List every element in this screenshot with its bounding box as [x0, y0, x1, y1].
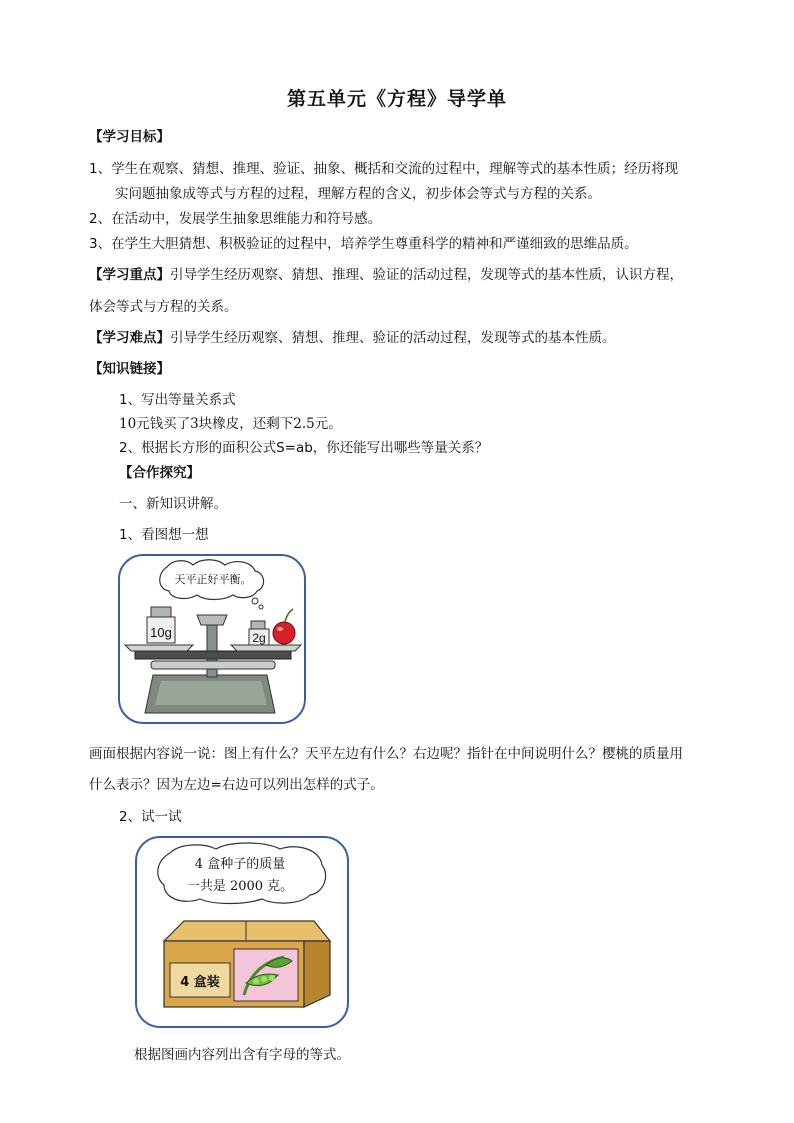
explore-heading: 【合作探究】 — [119, 465, 200, 481]
knowledge-heading: 【知识链接】 — [89, 361, 170, 377]
page-title: 第五单元《方程》导学单 — [286, 88, 507, 110]
question-1-line-1: 画面根据内容说一说：图上有什么？天平左边有什么？右边呢？指针在中间说明什么？樱桃的质量用 — [89, 746, 683, 762]
goals-heading: 【学习目标】 — [89, 129, 170, 145]
knowledge-item-1: 1、写出等量关系式 — [119, 392, 236, 408]
bubble-text: 天平正好平衡。 — [174, 573, 252, 586]
question-1-line-2: 什么表示？因为左边=右边可以列出怎样的式子。 — [89, 777, 384, 793]
goal-3: 3、在学生大胆猜想、积极验证的过程中，培养学生尊重科学的精神和严谨细致的思维品质。 — [89, 236, 638, 252]
goal-1-line-1: 1、学生在观察、猜想、推理、验证、抽象、概括和交流的过程中，理解等式的基本性质；经历将现 — [89, 161, 679, 177]
key-points-text: 引导学生经历观察、猜想、推理、验证的活动过程，发现等式的基本性质，认识方程， — [170, 267, 683, 283]
question-2: 根据图画内容列出含有字母的等式。 — [134, 1047, 350, 1063]
seed-box-figure — [134, 835, 350, 1029]
knowledge-item-2: 2、根据长方形的面积公式S=ab，你还能写出哪些等量关系？ — [119, 440, 489, 456]
key-points-line-2: 体会等式与方程的关系。 — [89, 299, 238, 315]
difficulty-line — [89, 326, 616, 346]
right-pan — [231, 645, 301, 651]
key-points-line-1 — [89, 263, 683, 283]
knowledge-item-1-example: 10元钱买了3块橡皮，还剩下2.5元。 — [119, 416, 342, 432]
difficulty-heading: 【学习难点】 — [89, 330, 170, 346]
explore-step-1: 1、看图想一想 — [119, 527, 209, 543]
weight-2g-label: 2g — [252, 631, 266, 645]
difficulty-text: 引导学生经历观察、猜想、推理、验证的活动过程，发现等式的基本性质。 — [170, 330, 616, 346]
weight-10g-label: 10g — [150, 625, 172, 640]
cherry-icon — [273, 622, 295, 644]
box-label: 4 盒装 — [180, 975, 220, 990]
bubble-line-1: 4 盒种子的质量 — [194, 857, 286, 872]
thought-bubble — [158, 843, 326, 904]
left-pan — [125, 645, 193, 651]
scale-beam — [135, 651, 291, 659]
explore-step-2: 2、试一试 — [119, 809, 182, 825]
balance-scale-figure — [117, 553, 307, 725]
goal-1-line-2: 实问题抽象成等式与方程的过程，理解方程的含义，初步体会等式与方程的关系。 — [115, 186, 601, 202]
box-top — [164, 921, 330, 941]
explore-subheading: 一、新知识讲解。 — [119, 496, 227, 512]
bubble-line-2: 一共是 2000 克。 — [186, 879, 294, 894]
goal-2: 2、在活动中，发展学生抽象思维能力和符号感。 — [89, 211, 382, 227]
key-points-heading: 【学习重点】 — [89, 267, 170, 283]
